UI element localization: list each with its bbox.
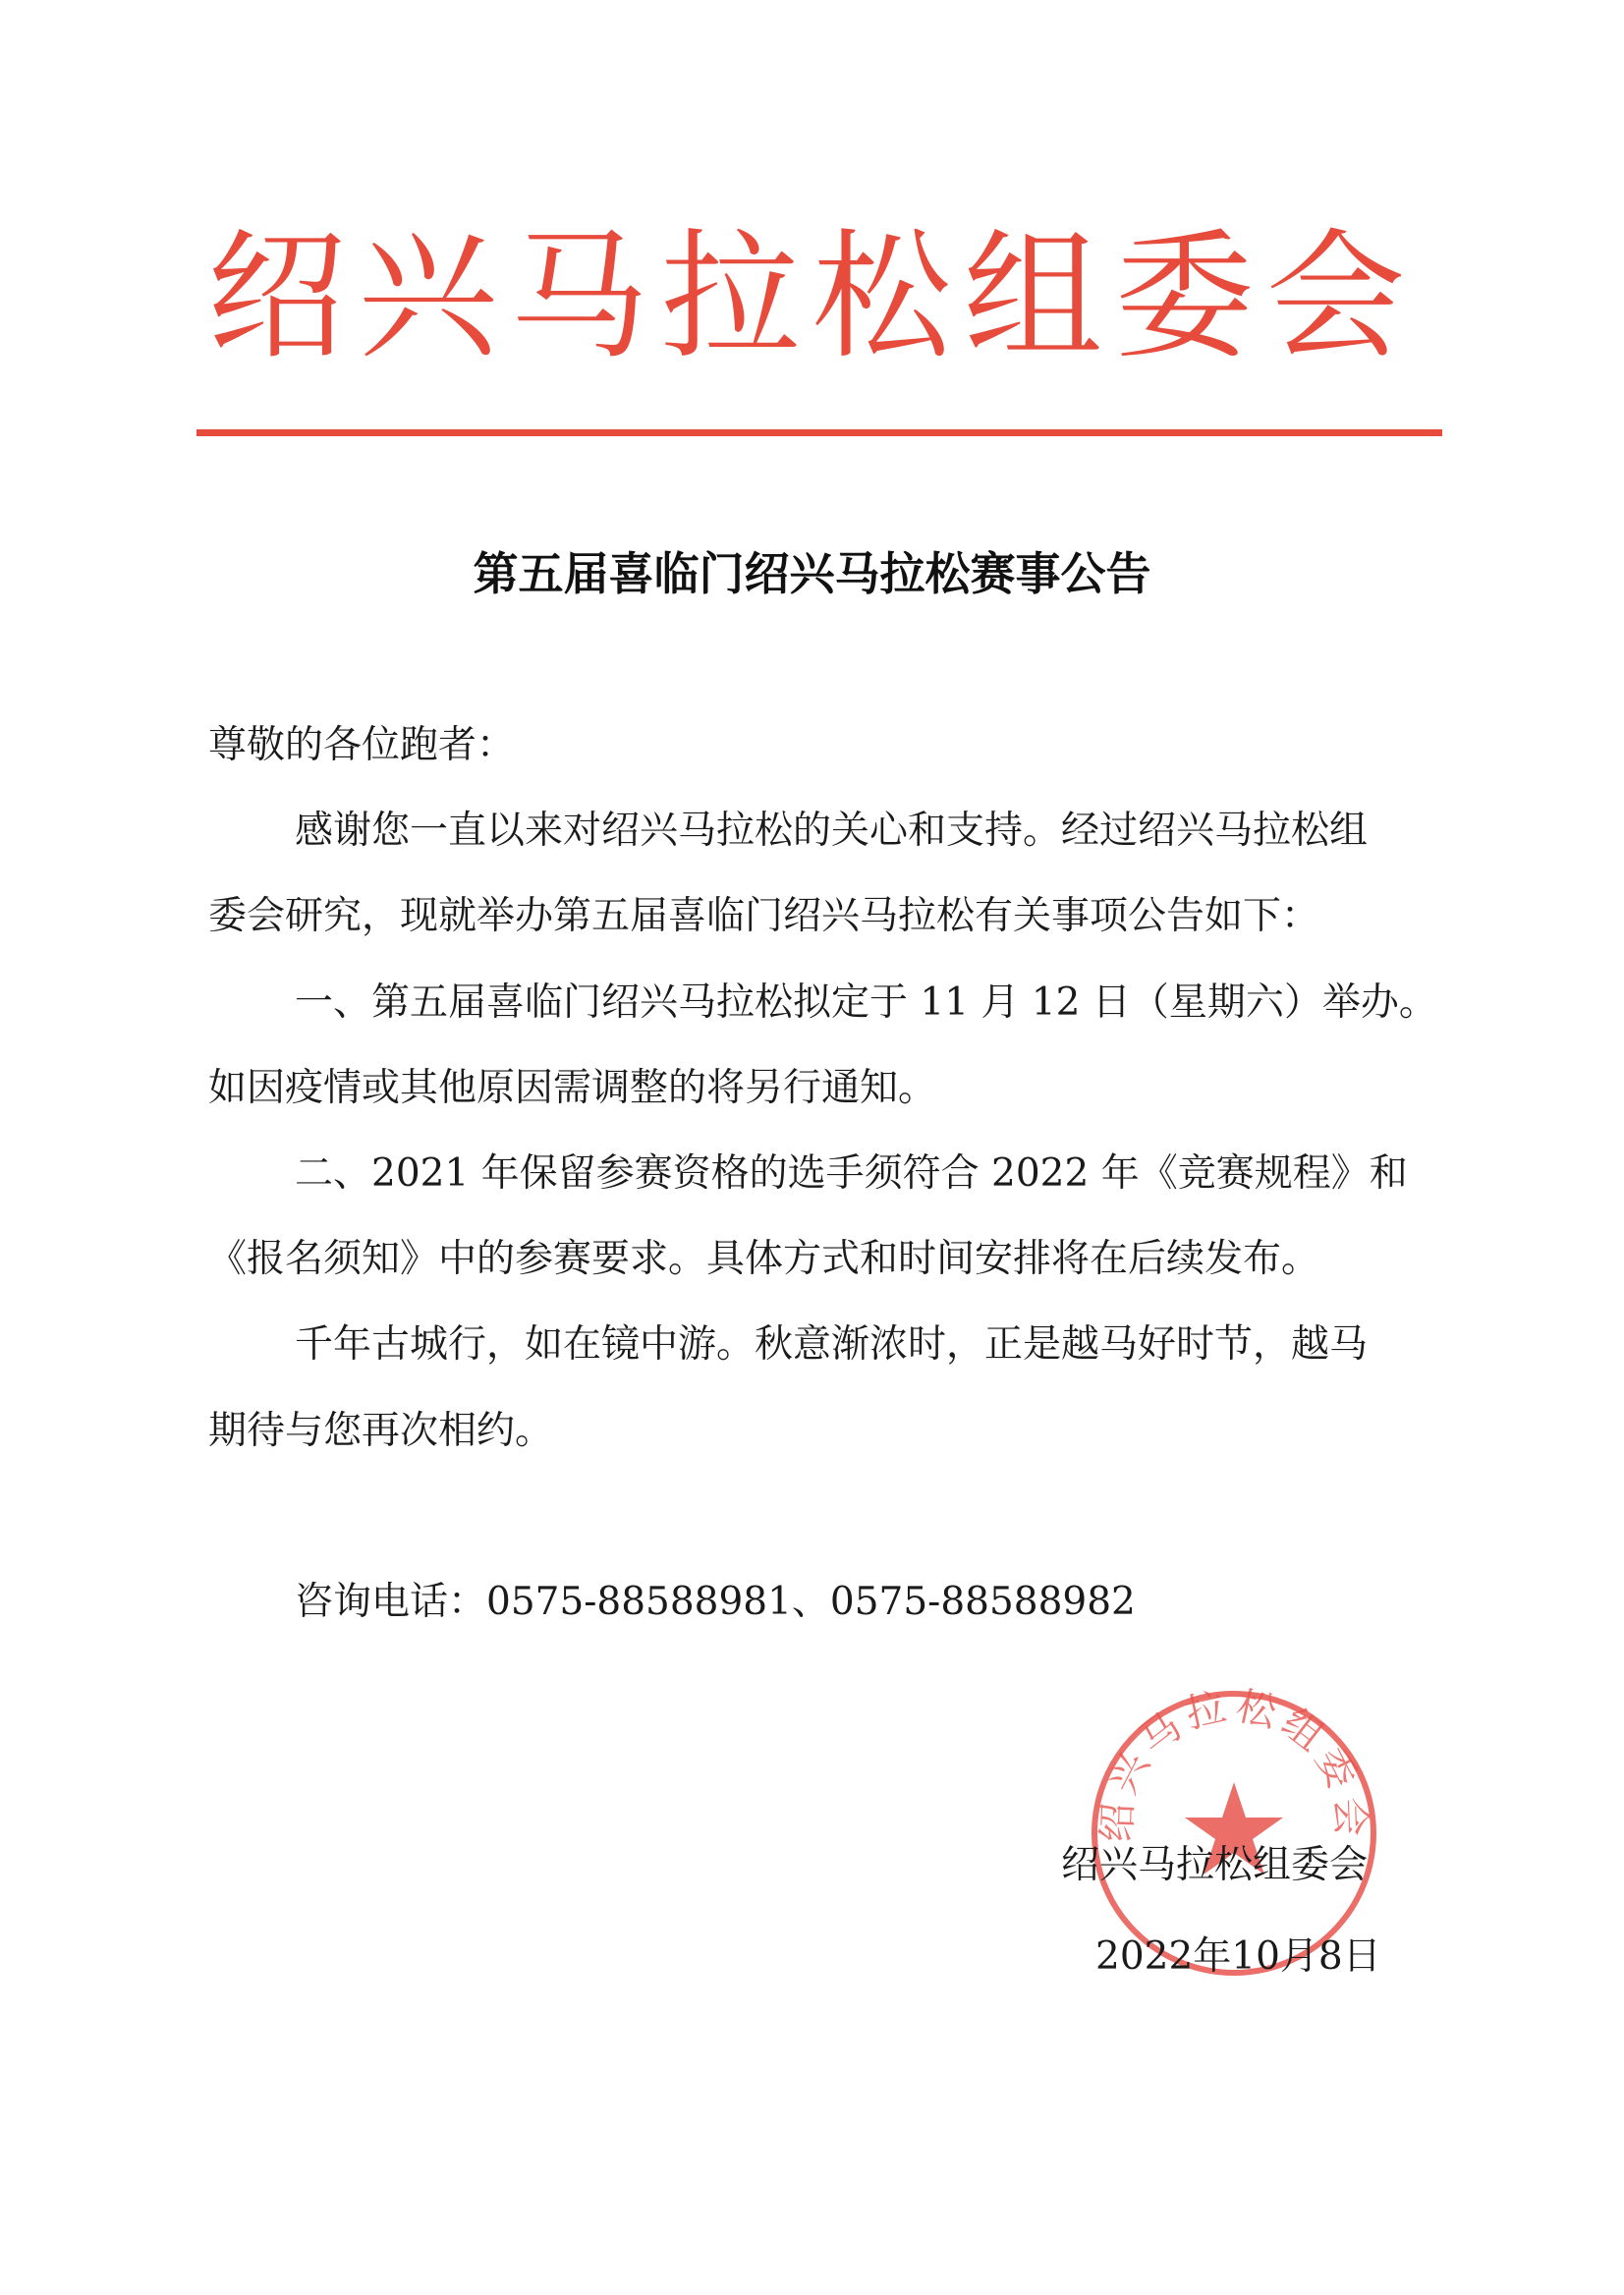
paragraph-line: 委会研究，现就举办第五届喜临门绍兴马拉松有关事项公告如下： — [208, 894, 1320, 938]
letterhead-divider — [196, 429, 1442, 436]
paragraph-line: 如因疫情或其他原因需调整的将另行通知。 — [208, 1066, 937, 1110]
seal-text: 绍兴马拉松组委会 — [1094, 1686, 1373, 1843]
letterhead-org-name: 绍兴马拉松组委会 — [206, 216, 1418, 378]
salutation: 尊敬的各位跑者： — [208, 723, 516, 767]
signature-date: 2022年10月8日 — [1095, 1934, 1381, 1979]
signature-org: 绍兴马拉松组委会 — [1061, 1843, 1369, 1887]
paragraph-line: 二、2021 年保留参赛资格的选手须符合 2022 年《竞赛规程》和 — [295, 1151, 1408, 1196]
paragraph-line: 感谢您一直以来对绍兴马拉松的关心和支持。经过绍兴马拉松组 — [295, 809, 1369, 853]
paragraph-line: 期待与您再次相约。 — [208, 1409, 554, 1453]
paragraph-line: 《报名须知》中的参赛要求。具体方式和时间安排将在后续发布。 — [208, 1237, 1320, 1281]
contact-phone: 咨询电话：0575-88588981、0575-88588982 — [295, 1580, 1136, 1624]
paragraph-line: 一、第五届喜临门绍兴马拉松拟定于 11 月 12 日（星期六）举办。 — [295, 980, 1437, 1025]
notice-title: 第五届喜临门绍兴马拉松赛事公告 — [473, 547, 1151, 600]
paragraph-line: 千年古城行，如在镜中游。秋意渐浓时，正是越马好时节，越马 — [295, 1322, 1369, 1367]
